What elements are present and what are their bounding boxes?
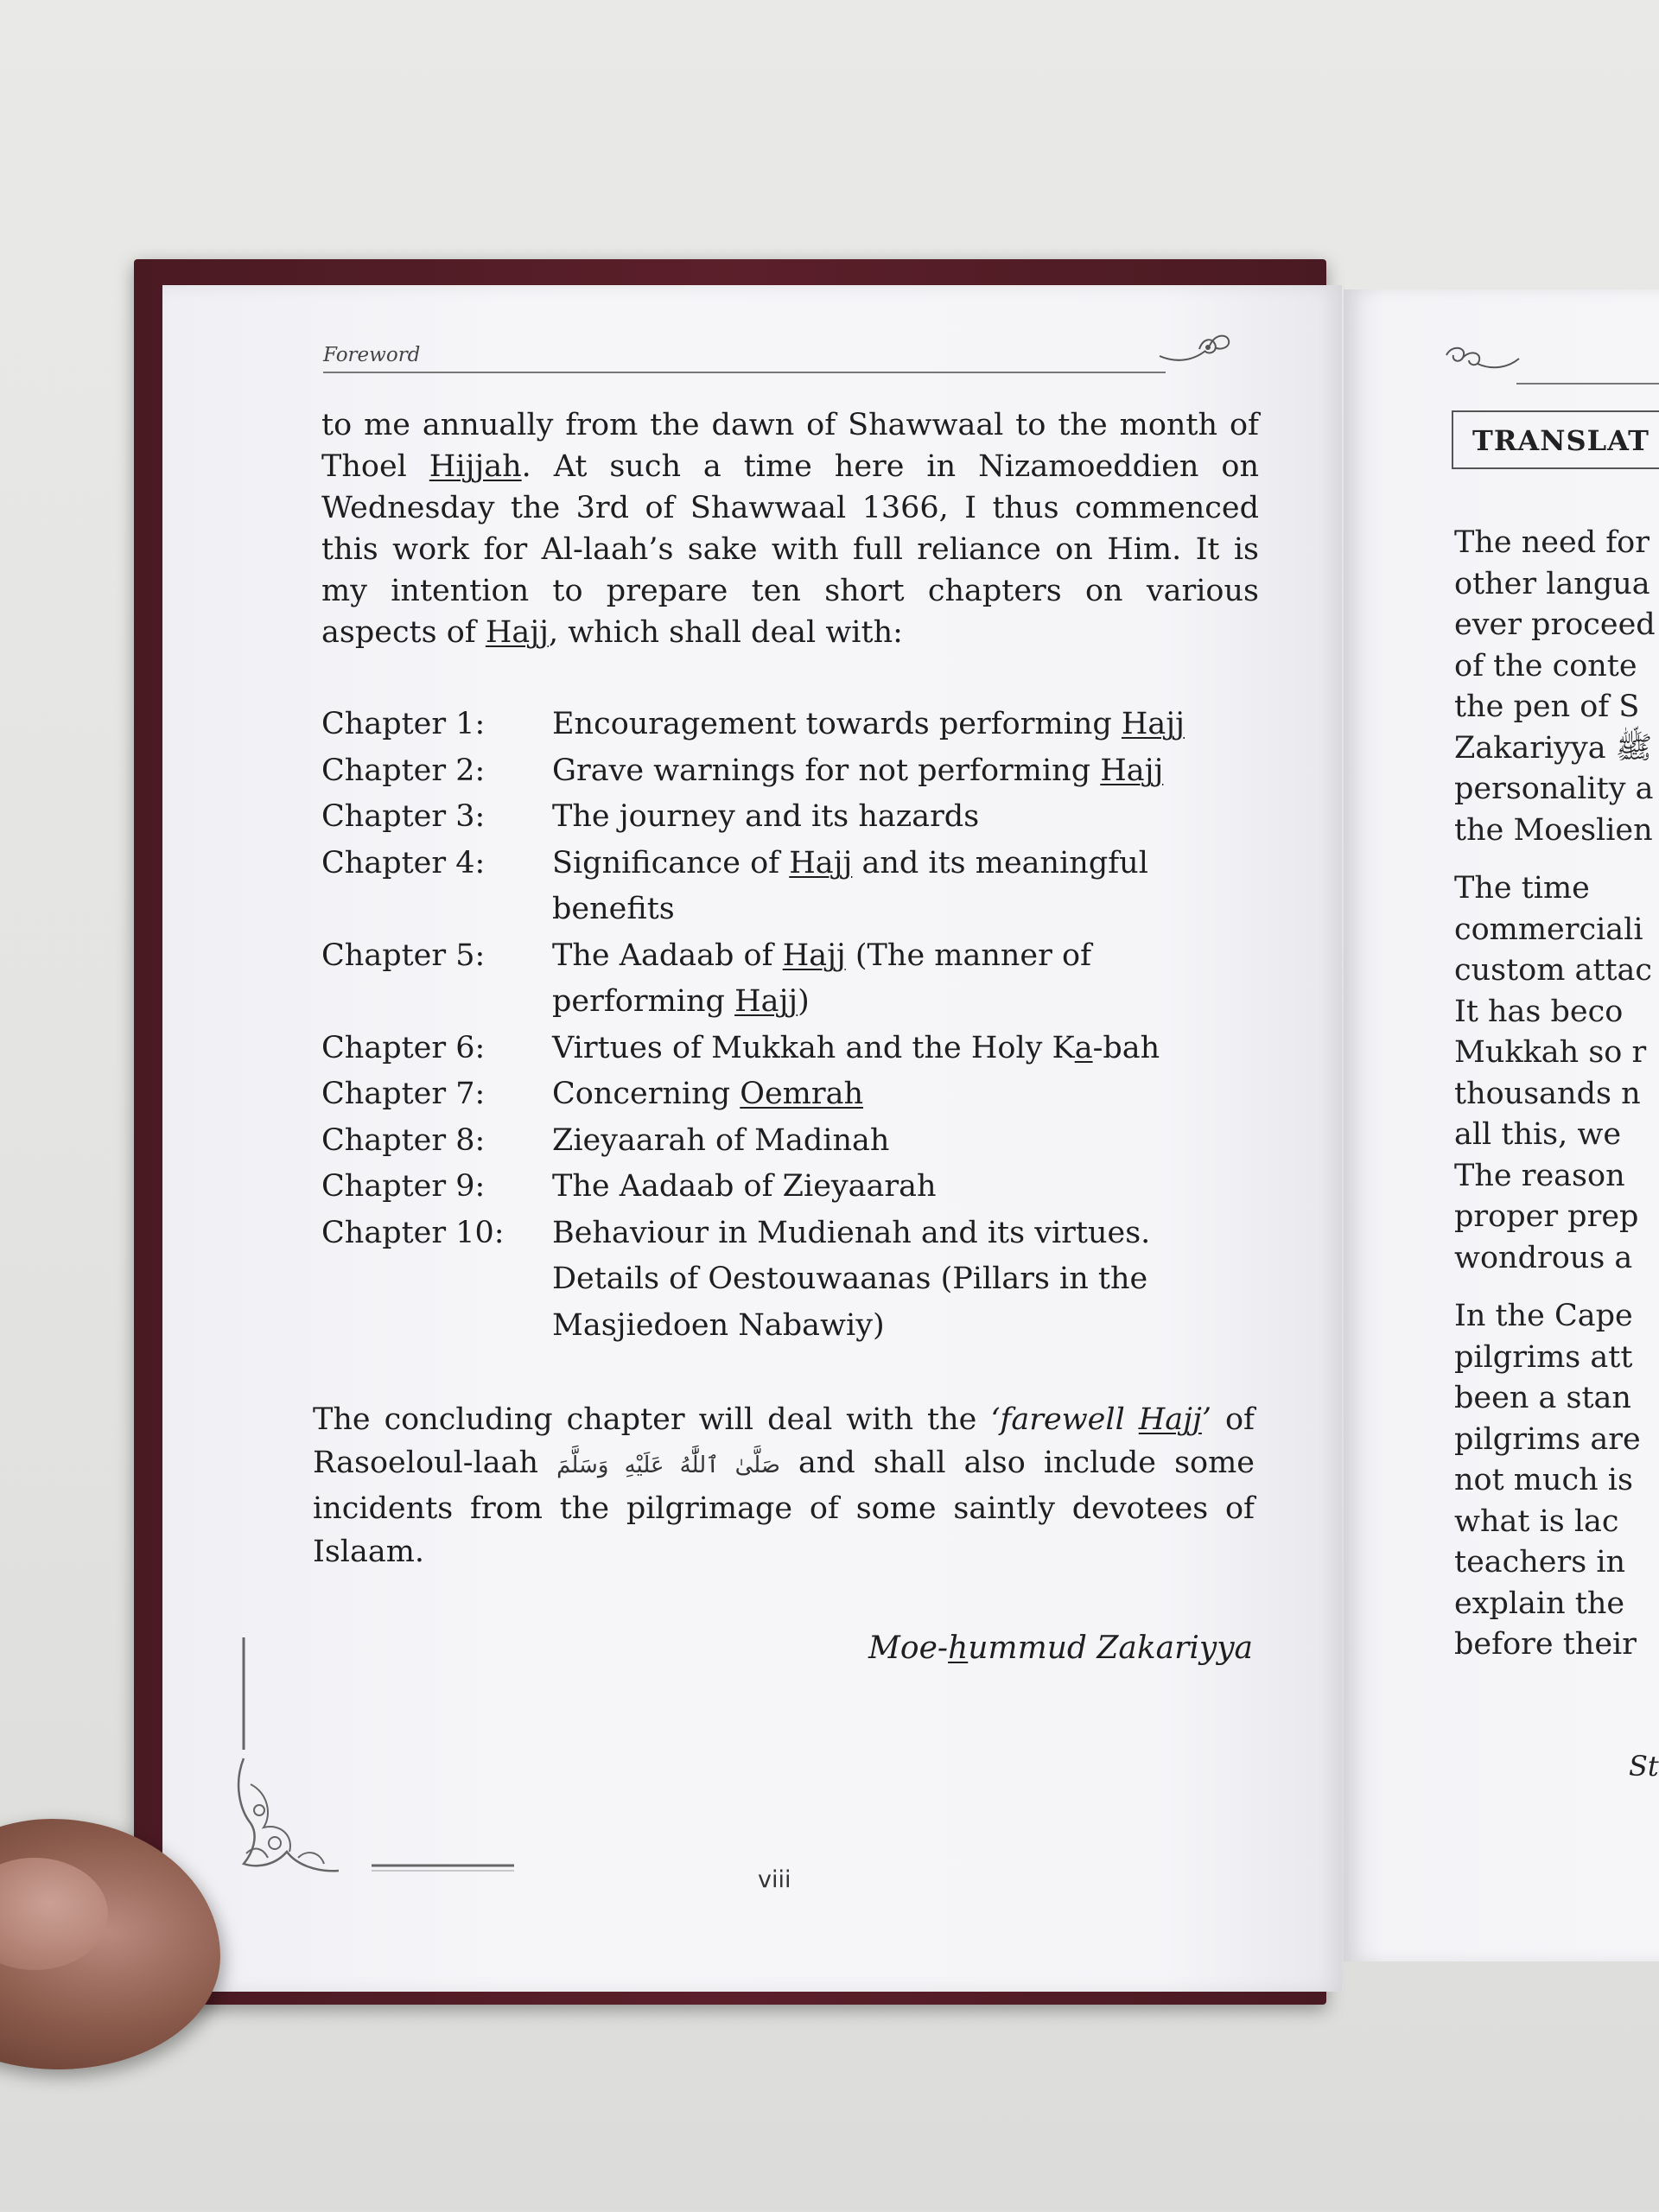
floral-ornament-icon bbox=[1158, 328, 1231, 367]
text-run: . At such a time here in Nizamoeddien on Wednesday the 3rd of Shawwaal 1366, I thus commenced this work for Al-laah’s sake with full reliance on Him. It is my intention to prepare ten short chapters on various aspects of bbox=[321, 449, 1259, 650]
right-page-line: Zakariyya ﷺ bbox=[1454, 730, 1653, 766]
chapter-title bbox=[552, 933, 1263, 1026]
text-run: Hajj bbox=[734, 984, 798, 1019]
right-page-line: thousands n bbox=[1454, 1076, 1641, 1111]
text-run: Concerning bbox=[552, 1077, 741, 1111]
right-page-line: ever proceed bbox=[1454, 607, 1656, 642]
right-page-line: It has beco bbox=[1454, 994, 1624, 1029]
right-page-line: of the conte bbox=[1454, 648, 1637, 683]
chapter-number: Chapter 8: bbox=[321, 1122, 486, 1158]
chapter-number: Chapter 7: bbox=[321, 1077, 486, 1111]
right-page-line: what is lac bbox=[1454, 1503, 1619, 1539]
chapter-title bbox=[552, 1118, 1263, 1165]
text-run: Hajj bbox=[485, 615, 549, 650]
right-page-signature: St bbox=[1629, 1750, 1659, 1783]
chapter-title bbox=[552, 1026, 1263, 1072]
chapter-row bbox=[321, 1211, 1263, 1350]
chapter-row bbox=[321, 794, 1263, 841]
text-run: Hijjah bbox=[429, 449, 522, 484]
text-run: The Aadaab of bbox=[552, 938, 783, 973]
author-signature bbox=[868, 1630, 1253, 1666]
text-run: Hajj bbox=[1100, 753, 1164, 788]
right-page-line: all this, we bbox=[1454, 1117, 1622, 1152]
text-run: a bbox=[1074, 1030, 1093, 1065]
chapter-title bbox=[552, 1071, 1263, 1118]
text-run: Significance of bbox=[552, 845, 790, 880]
text-run: The concluding chapter will deal with the bbox=[313, 1402, 991, 1437]
text-run: Hajj bbox=[789, 845, 853, 880]
chapter-row bbox=[321, 702, 1263, 748]
right-page-line: The need for bbox=[1454, 525, 1649, 560]
text-run: ummud Zakariyya bbox=[968, 1630, 1253, 1666]
text-run: Behaviour in Mudienah and its virtues. Details of Oestouwaanas (Pillars in the Masjiedoen Nabawiy) bbox=[552, 1215, 1151, 1343]
right-page-line: Mukkah so r bbox=[1454, 1035, 1647, 1070]
floral-ornament-icon bbox=[1443, 341, 1521, 376]
text-run: (The manner of performing bbox=[552, 938, 1092, 1019]
chapter-number: Chapter 3: bbox=[321, 799, 486, 834]
right-page bbox=[1344, 289, 1659, 1961]
paragraph-gap bbox=[1454, 1279, 1659, 1296]
right-page-line: not much is bbox=[1454, 1463, 1633, 1497]
header-rule bbox=[323, 372, 1166, 373]
chapter-title bbox=[552, 1211, 1263, 1350]
right-page-line: personality a bbox=[1454, 772, 1654, 806]
section-title: TRANSLAT bbox=[1472, 424, 1649, 457]
chapter-row bbox=[321, 748, 1263, 795]
chapter-title bbox=[552, 748, 1263, 795]
chapter-title bbox=[552, 1164, 1263, 1211]
page-number: viii bbox=[758, 1866, 791, 1893]
text-run: Virtues of Mukkah and the Holy K bbox=[552, 1030, 1075, 1065]
text-run: The journey and its hazards bbox=[552, 799, 980, 834]
right-page-line: The time bbox=[1454, 871, 1590, 906]
right-page-line: commerciali bbox=[1454, 912, 1643, 947]
arabic-salutation: صَلَّىٰ ٱللَّٰهُ عَلَيْهِ وَسَلَّمَ bbox=[556, 1452, 780, 1478]
text-run: Zieyaarah of Madinah bbox=[552, 1122, 890, 1158]
text-run: Grave warnings for not performing bbox=[552, 753, 1101, 788]
chapter-title bbox=[552, 702, 1263, 748]
text-run: Hajj bbox=[782, 938, 846, 973]
right-page-line: pilgrims are bbox=[1454, 1421, 1641, 1457]
right-page-text bbox=[1454, 523, 1659, 1666]
chapter-row bbox=[321, 1026, 1263, 1072]
right-page-line: explain the bbox=[1454, 1586, 1625, 1621]
chapter-title bbox=[552, 841, 1263, 933]
right-page-line: pilgrims att bbox=[1454, 1339, 1633, 1375]
chapter-number: Chapter 2: bbox=[321, 753, 486, 788]
text-run: Oemrah bbox=[740, 1077, 863, 1111]
text-run: -bah bbox=[1092, 1030, 1160, 1065]
right-page-line: before their bbox=[1454, 1627, 1637, 1662]
text-run: to me annually from the dawn of Shawwaal to the month of Thoel bbox=[321, 408, 1259, 484]
intro-paragraph bbox=[321, 404, 1259, 653]
chapter-number: Chapter 10: bbox=[321, 1215, 505, 1250]
right-page-line: been a stan bbox=[1454, 1381, 1631, 1415]
right-page-line: The reason bbox=[1454, 1158, 1625, 1193]
section-title-box bbox=[1452, 410, 1659, 469]
right-page-line: In the Cape bbox=[1454, 1299, 1633, 1333]
chapter-number: Chapter 9: bbox=[321, 1169, 486, 1204]
right-page-line: the pen of S bbox=[1454, 690, 1640, 724]
header-rule bbox=[1516, 383, 1659, 385]
right-page-line: other langua bbox=[1454, 566, 1650, 601]
text-run: Encouragement towards performing bbox=[552, 707, 1122, 741]
chapter-title bbox=[552, 794, 1263, 841]
text-run: h bbox=[948, 1630, 969, 1666]
paragraph-gap bbox=[1454, 851, 1659, 868]
chapter-number: Chapter 6: bbox=[321, 1030, 486, 1065]
chapter-number: Chapter 1: bbox=[321, 707, 486, 741]
right-page-line: proper prep bbox=[1454, 1199, 1639, 1234]
right-page-line: teachers in bbox=[1454, 1545, 1626, 1580]
chapter-row bbox=[321, 1164, 1263, 1211]
text-run: , which shall deal with: bbox=[548, 615, 903, 650]
right-page-line: custom attac bbox=[1454, 953, 1653, 988]
text-run: ‘farewell bbox=[990, 1402, 1139, 1437]
chapter-list bbox=[321, 702, 1263, 1349]
chapter-number: Chapter 4: bbox=[321, 845, 486, 880]
chapter-row bbox=[321, 1118, 1263, 1165]
text-run: and its meaningful benefits bbox=[552, 845, 1148, 926]
chapter-row bbox=[321, 933, 1263, 1026]
text-run: ’ bbox=[1201, 1402, 1211, 1437]
text-run: Hajj bbox=[1138, 1402, 1202, 1437]
text-run: and shall also include some incidents from the pilgrimage of some saintly devotees of Islaam. bbox=[313, 1446, 1255, 1569]
corner-ornament-icon bbox=[233, 1637, 527, 1888]
chapter-row bbox=[321, 841, 1263, 933]
chapter-row bbox=[321, 1071, 1263, 1118]
right-page-line: the Moeslien bbox=[1454, 812, 1653, 848]
thumbnail-highlight bbox=[0, 1858, 108, 1970]
right-page-line: wondrous a bbox=[1454, 1240, 1633, 1275]
running-header: Foreword bbox=[323, 344, 421, 366]
text-run: Hajj bbox=[1121, 707, 1185, 741]
text-run: of Rasoeloul-laah bbox=[313, 1402, 1255, 1480]
chapter-number: Chapter 5: bbox=[321, 938, 486, 973]
text-run: The Aadaab of Zieyaarah bbox=[552, 1169, 937, 1204]
text-run: ) bbox=[798, 984, 810, 1019]
text-run: Moe- bbox=[868, 1630, 949, 1666]
conclusion-paragraph bbox=[313, 1398, 1255, 1573]
